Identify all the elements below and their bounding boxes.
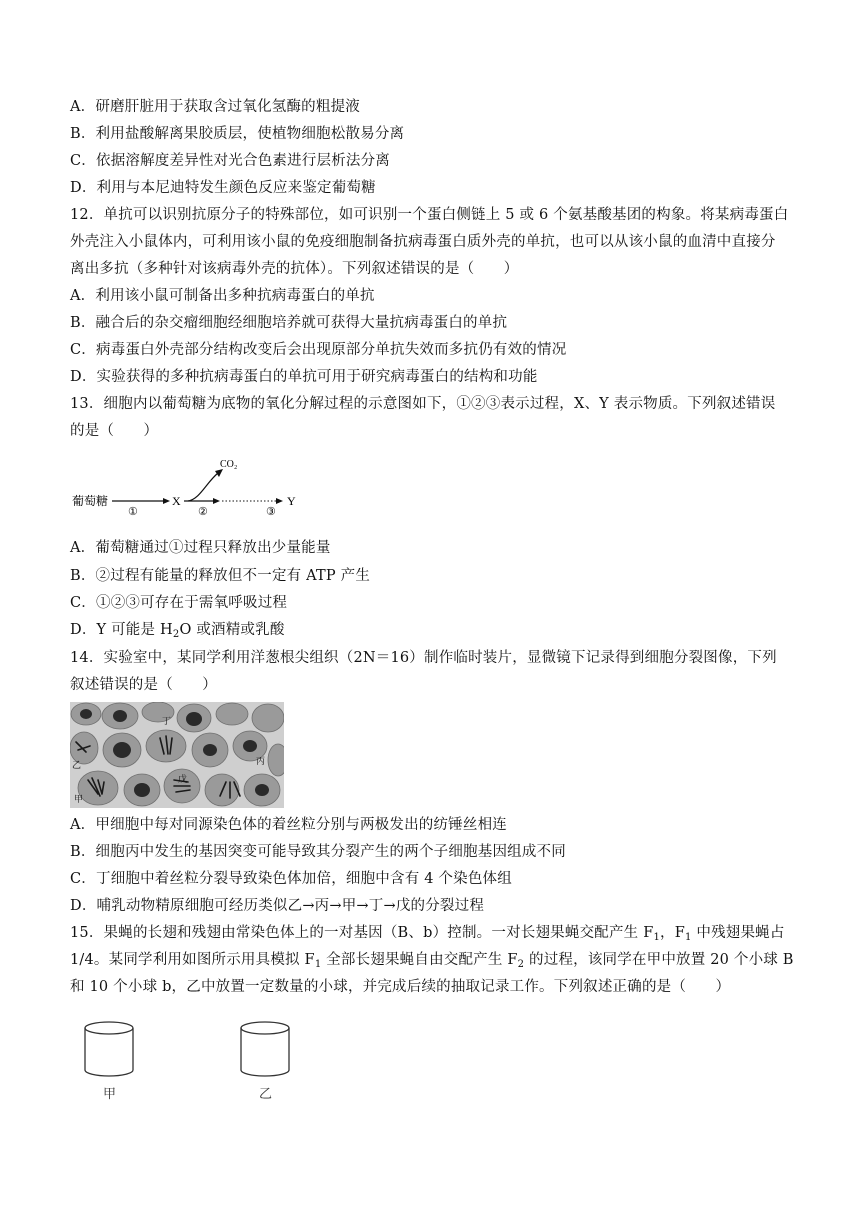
q14-option-a: A．甲细胞中每对同源染色体的着丝粒分别与两极发出的纺锤丝相连 xyxy=(70,817,507,833)
q14-stem-line1: 14．实验室中，某同学利用洋葱根尖组织（2N＝16）制作临时装片，显微镜下记录得到细胞分裂图像，下列 xyxy=(70,650,777,666)
q13-option-b: B．②过程有能量的释放但不一定有 ATP 产生 xyxy=(70,568,371,584)
arrowhead-1 xyxy=(163,498,170,504)
q11-option-b: B．利用盐酸解离果胶质层，使植物细胞松散易分离 xyxy=(70,126,405,142)
label-bing: 丙 xyxy=(256,756,266,766)
label-jia: 甲 xyxy=(74,794,84,804)
q12-stem-line1: 12．单抗可以识别抗原分子的特殊部位，如可识别一个蛋白侧链上 5 或 6 个氨基酸基团的构象。将某病毒蛋白 xyxy=(70,207,789,223)
q12-stem-line2: 外壳注入小鼠体内，可利用该小鼠的免疫细胞制备抗病毒蛋白质外壳的单抗，也可以从该小鼠的血清中直接分 xyxy=(70,234,776,250)
arrowhead-3 xyxy=(276,498,283,504)
glucose-label: 葡萄糖 xyxy=(72,494,109,508)
q13-option-a: A．葡萄糖通过①过程只释放出少量能量 xyxy=(70,540,331,556)
q13-stem-line2: 的是（ ） xyxy=(70,423,159,439)
container-yi-label: 乙 xyxy=(259,1086,273,1101)
q12-option-d: D．实验获得的多种抗病毒蛋白的单抗可用于研究病毒蛋白的结构和功能 xyxy=(70,369,538,385)
x-label: X xyxy=(172,494,181,508)
arrowhead-2 xyxy=(213,498,220,504)
q11-option-d: D．利用与本尼迪特发生颜色反应来鉴定葡萄糖 xyxy=(70,180,376,196)
co2-label: CO₂ xyxy=(220,459,238,470)
co2-branch-arrow xyxy=(188,473,218,501)
label-ding: 丁 xyxy=(162,716,172,726)
container-jia-label: 甲 xyxy=(103,1086,117,1101)
q14-option-c: C．丁细胞中着丝粒分裂导致染色体加倍，细胞中含有 4 个染色体组 xyxy=(70,871,512,887)
q12-option-c: C．病毒蛋白外壳部分结构改变后会出现原部分单抗失效而多抗仍有效的情况 xyxy=(70,342,567,358)
q14-option-d: D．哺乳动物精原细胞可经历类似乙→丙→甲→丁→戊的分裂过程 xyxy=(70,898,485,914)
step-2-label: ② xyxy=(198,506,208,518)
q11-option-a: A．研磨肝脏用于获取含过氧化氢酶的粗提液 xyxy=(70,99,360,115)
q11-option-c: C．依据溶解度差异性对光合色素进行层析法分离 xyxy=(70,153,390,169)
containers-figure xyxy=(78,1018,308,1102)
q14-stem-line2: 叙述错误的是（ ） xyxy=(70,677,217,693)
q14-option-b: B．细胞丙中发生的基因突变可能导致其分裂产生的两个子细胞基因组成不同 xyxy=(70,844,566,860)
co2-arrowhead xyxy=(215,469,223,477)
q13-stem-line1: 13．细胞内以葡萄糖为底物的氧化分解过程的示意图如下，①②③表示过程，X、Y 表示物质。下列叙述错误 xyxy=(70,396,776,412)
container-yi xyxy=(241,1022,289,1076)
q15-stem-line1: 15．果蝇的长翅和残翅由常染色体上的一对基因（B、b）控制。一对长翅果蝇交配产生 $F_1$，$F_1$ 中残翅果蝇占 xyxy=(70,925,785,943)
respiration-pathway-diagram xyxy=(70,455,310,521)
q15-stem-line2: 1/4。某同学利用如图所示用具模拟 $F_1$ 全部长翅果蝇自由交配产生 $F_2$ 的过程，该同学在甲中放置 20 个小球 B xyxy=(70,952,794,970)
q12-option-a: A．利用该小鼠可制备出多种抗病毒蛋白的单抗 xyxy=(70,288,375,304)
label-wu: 戊 xyxy=(178,774,188,784)
q13-option-c: C．①②③可存在于需氧呼吸过程 xyxy=(70,595,288,611)
q12-stem-line3: 离出多抗（多种针对该病毒外壳的抗体）。下列叙述错误的是（ ） xyxy=(70,261,519,277)
step-3-label: ③ xyxy=(266,506,276,518)
y-label: Y xyxy=(287,494,296,508)
q15-stem-line3: 和 10 个小球 b，乙中放置一定数量的小球，并完成后续的抽取记录工作。下列叙述正确的是（ ） xyxy=(70,979,731,995)
q12-option-b: B．融合后的杂交瘤细胞经细胞培养就可获得大量抗病毒蛋白的单抗 xyxy=(70,315,508,331)
label-yi: 乙 xyxy=(72,760,82,770)
q13-option-d: D．Y 可能是 $H_2O$ 或酒精或乳酸 xyxy=(70,622,285,640)
step-1-label: ① xyxy=(128,506,138,518)
container-jia xyxy=(85,1022,133,1076)
cell-division-micrograph xyxy=(70,702,284,808)
